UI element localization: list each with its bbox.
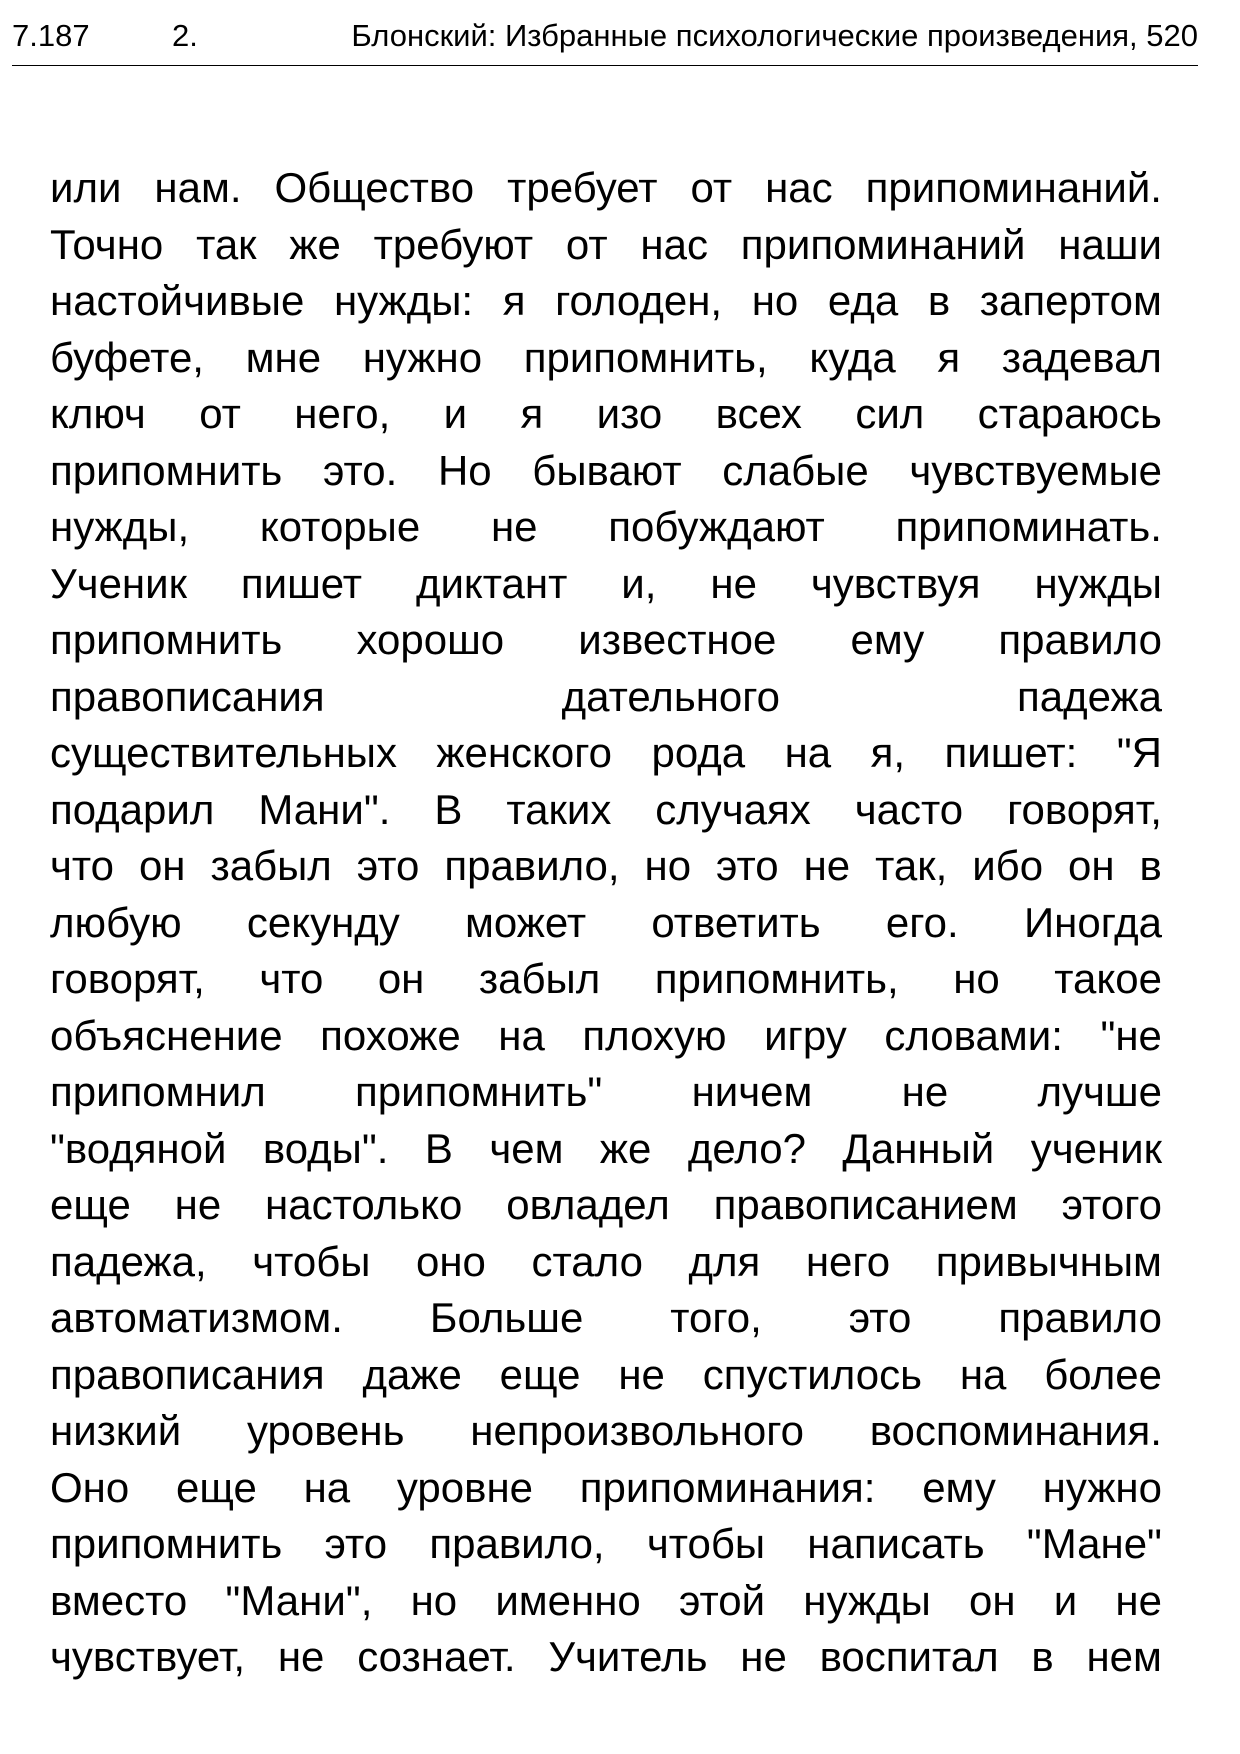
word: я <box>502 277 526 324</box>
word: на <box>959 1350 1007 1398</box>
word: нас <box>765 164 833 211</box>
word: это <box>848 1294 912 1341</box>
word: случаях <box>655 785 811 833</box>
word: стараюсь <box>977 390 1162 437</box>
word: что <box>259 955 324 1002</box>
word: В <box>434 785 463 833</box>
word: припоминаний. <box>865 164 1162 211</box>
word: наши <box>1058 220 1162 268</box>
word: словами: <box>884 1011 1063 1059</box>
word: чувствуемые <box>909 446 1162 494</box>
word: такое <box>1054 955 1162 1002</box>
word: сознает. <box>357 1633 516 1680</box>
word: что <box>50 842 115 889</box>
word: "Мане" <box>1026 1520 1162 1567</box>
word: это <box>324 1520 388 1567</box>
word: похоже <box>320 1011 461 1059</box>
text-line <box>50 386 1162 443</box>
word: требует <box>507 164 658 211</box>
word: нас <box>640 220 708 268</box>
text-line <box>50 725 1162 782</box>
word: часто <box>854 785 964 833</box>
word: припоминать. <box>895 503 1162 550</box>
word: требуют <box>373 220 534 268</box>
text-line <box>50 273 1162 330</box>
word: нужды <box>1034 559 1162 607</box>
word: овладел <box>506 1181 670 1228</box>
text-line <box>50 1573 1162 1630</box>
word: от <box>690 164 733 211</box>
word: припомнил <box>50 1068 266 1115</box>
word: чтобы <box>646 1520 766 1567</box>
word: "не <box>1100 1011 1162 1059</box>
word: нужды <box>803 1576 931 1624</box>
text-line <box>50 1290 1162 1347</box>
word: но <box>751 277 799 324</box>
text-line <box>50 895 1162 952</box>
word: он <box>138 842 186 889</box>
text-line <box>50 217 1162 274</box>
word: не <box>174 1181 222 1228</box>
word: привычным <box>935 1237 1162 1285</box>
word: еще <box>499 1350 581 1398</box>
word: припомнить" <box>355 1068 603 1115</box>
word: рода <box>651 729 746 776</box>
word: припомнить <box>50 446 283 494</box>
text-line <box>50 499 1162 556</box>
word: правописанием <box>713 1181 1018 1228</box>
word: Данный <box>842 1124 995 1172</box>
word: припомнить, <box>523 333 768 381</box>
word: еще <box>176 1463 257 1511</box>
word: слабые <box>722 446 869 494</box>
word: бывают <box>532 446 682 494</box>
body-text <box>50 160 1162 1686</box>
word: нам. <box>154 164 242 211</box>
word: на <box>303 1463 351 1511</box>
word: настолько <box>265 1181 463 1228</box>
word: ему <box>922 1463 996 1511</box>
word: чувствует, <box>50 1633 246 1680</box>
word: в <box>927 277 951 324</box>
word: воды". <box>262 1124 389 1172</box>
text-line <box>50 1008 1162 1065</box>
word: непроизвольного <box>470 1407 804 1454</box>
word: и, <box>621 559 657 607</box>
word: я, <box>870 729 906 776</box>
word: и <box>1053 1576 1078 1624</box>
text-line <box>50 1403 1162 1460</box>
text-line <box>50 1629 1162 1686</box>
word: диктант <box>415 559 568 607</box>
word: но <box>644 842 692 889</box>
word: чем <box>489 1124 564 1172</box>
word: именно <box>495 1576 641 1624</box>
word: но <box>953 955 1000 1002</box>
word: ему <box>850 616 925 663</box>
text-line <box>50 556 1162 613</box>
word: не <box>803 842 851 889</box>
word: которые <box>259 503 421 550</box>
word: так <box>196 220 257 268</box>
word: нужды: <box>333 277 474 324</box>
word: всех <box>715 390 802 437</box>
word: того, <box>670 1294 762 1341</box>
word: падежа <box>1017 672 1162 720</box>
word: спустилось <box>702 1350 922 1398</box>
word: же <box>599 1124 652 1172</box>
word: ключ <box>50 390 146 437</box>
word: нужно <box>362 333 483 381</box>
word: от <box>565 220 608 268</box>
word: побуждают <box>608 503 825 550</box>
word: припоминаний <box>740 220 1026 268</box>
text-line <box>50 443 1162 500</box>
word: так, <box>875 842 948 889</box>
word: для <box>688 1237 761 1285</box>
word: не <box>740 1633 787 1680</box>
word: "Мани", <box>225 1576 373 1624</box>
word: припомнить <box>50 616 283 663</box>
word: задевал <box>1001 333 1162 381</box>
word: дательного <box>561 672 781 720</box>
word: ничем <box>691 1068 813 1115</box>
word: уровне <box>396 1463 534 1511</box>
word: более <box>1044 1350 1162 1398</box>
text-line <box>50 1234 1162 1291</box>
word: автоматизмом. <box>50 1294 343 1341</box>
word: Общество <box>274 164 475 211</box>
word: голоден, <box>555 277 723 324</box>
word: припомнить, <box>654 955 899 1002</box>
word: в <box>1139 842 1162 889</box>
word: это <box>356 842 420 889</box>
word: пишет <box>240 559 363 607</box>
word: припоминания: <box>579 1463 876 1511</box>
word: это. <box>322 446 398 494</box>
word: это <box>716 842 779 889</box>
word: забыл <box>210 842 332 889</box>
text-line <box>50 612 1162 669</box>
word: Ученик <box>50 559 187 607</box>
word: но <box>410 1576 458 1624</box>
word: он <box>377 955 425 1002</box>
word: же <box>289 220 341 268</box>
header-book-title: Блонский: Избранные психологические произведения, 520 <box>351 18 1198 53</box>
word: него, <box>294 390 391 437</box>
word: или <box>50 164 122 211</box>
word: Но <box>437 446 492 494</box>
word: куда <box>809 333 896 381</box>
word: даже <box>362 1350 462 1398</box>
word: известное <box>578 616 777 663</box>
word: правописания <box>50 1350 325 1398</box>
text-line <box>50 1516 1162 1573</box>
word: может <box>465 898 587 946</box>
word: таких <box>506 785 612 833</box>
word: правило, <box>444 842 620 889</box>
word: этой <box>679 1576 766 1624</box>
word: от <box>199 390 241 437</box>
word: я <box>937 333 961 381</box>
word: пишет: <box>944 729 1078 776</box>
word: Оно <box>50 1463 130 1511</box>
word: воспитал <box>819 1633 999 1680</box>
word: не <box>490 503 538 550</box>
word: нем <box>1086 1633 1162 1680</box>
word: настойчивые <box>50 277 305 324</box>
word: я <box>520 390 544 437</box>
word: Мани". <box>258 785 391 833</box>
text-line <box>50 782 1162 839</box>
word: женского <box>436 729 613 776</box>
word: и <box>443 390 468 437</box>
word: "Я <box>1116 729 1162 776</box>
word: оно <box>416 1237 486 1285</box>
word: ибо <box>972 842 1044 889</box>
word: ученик <box>1030 1124 1162 1172</box>
word: не <box>277 1633 325 1680</box>
word: он <box>968 1576 1016 1624</box>
word: запертом <box>979 277 1162 324</box>
word: вместо <box>50 1576 188 1624</box>
word: "водяной <box>50 1124 227 1172</box>
page-header <box>12 14 1198 58</box>
word: изо <box>596 390 663 437</box>
word: в <box>1031 1633 1054 1680</box>
word: стало <box>531 1237 643 1285</box>
word: буфете, <box>50 333 204 381</box>
header-section-number: 2. <box>172 18 198 53</box>
word: хорошо <box>356 616 505 663</box>
word: низкий <box>50 1407 182 1454</box>
word: сил <box>855 390 925 437</box>
word: не <box>901 1068 949 1115</box>
word: еще <box>50 1181 131 1228</box>
text-line <box>50 330 1162 387</box>
word: еда <box>827 277 899 324</box>
word: подарил <box>50 785 215 833</box>
word: правописания <box>50 672 325 720</box>
text-line <box>50 1460 1162 1517</box>
word: Точно <box>50 220 164 268</box>
word: ответить <box>651 898 821 946</box>
word: этого <box>1061 1181 1162 1228</box>
word: секунду <box>246 898 400 946</box>
word: на <box>498 1011 545 1059</box>
word: правило <box>998 1294 1162 1341</box>
word: не <box>1115 1576 1162 1624</box>
word: говорят, <box>50 955 205 1002</box>
word: уровень <box>246 1407 405 1454</box>
word: падежа, <box>50 1237 207 1285</box>
word: воспоминания. <box>869 1407 1162 1454</box>
word: В <box>424 1124 453 1172</box>
word: он <box>1068 842 1115 889</box>
text-line <box>50 838 1162 895</box>
text-line <box>50 1347 1162 1404</box>
word: мне <box>245 333 322 381</box>
text-line <box>50 160 1162 217</box>
word: дело? <box>687 1124 806 1172</box>
header-divider <box>12 65 1198 66</box>
word: плохую <box>582 1011 727 1059</box>
word: чтобы <box>252 1237 371 1285</box>
word: говорят, <box>1007 785 1162 833</box>
word: его. <box>885 898 959 946</box>
word: на <box>784 729 832 776</box>
word: Учитель <box>548 1633 708 1680</box>
header-page-number: 7.187 <box>12 18 90 53</box>
text-line <box>50 951 1162 1008</box>
word: забыл <box>478 955 601 1002</box>
word: него <box>805 1237 891 1285</box>
word: объяснение <box>50 1011 283 1059</box>
word: чувствуя <box>810 559 981 607</box>
word: нужды, <box>50 503 190 550</box>
word: правило, <box>429 1520 605 1567</box>
word: Иногда <box>1023 898 1162 946</box>
word: припомнить <box>50 1520 283 1567</box>
text-line <box>50 1177 1162 1234</box>
text-line <box>50 1064 1162 1121</box>
text-line <box>50 669 1162 726</box>
word: написать <box>807 1520 985 1567</box>
word: Больше <box>429 1294 584 1341</box>
word: существительных <box>50 729 397 776</box>
word: не <box>710 559 757 607</box>
word: нужно <box>1042 1463 1162 1511</box>
word: правило <box>998 616 1162 663</box>
word: игру <box>764 1011 847 1059</box>
word: любую <box>50 898 182 946</box>
word: не <box>618 1350 665 1398</box>
word: лучше <box>1037 1068 1162 1115</box>
text-line <box>50 1121 1162 1178</box>
